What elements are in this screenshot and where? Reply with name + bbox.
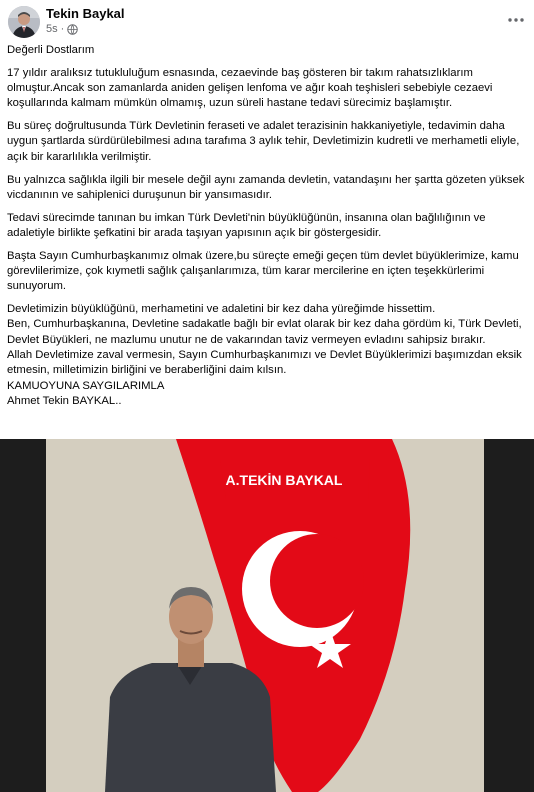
paragraph-greatness: Tedavi sürecimde tanınan bu imkan Türk Devleti'nin büyüklüğünün, insanına olan bağlılığının ve adaletiyle birlikte şefkatini bir arada taşıyan yapısının açık bir göstergesidir. <box>7 211 489 239</box>
post-photo[interactable] <box>0 439 534 792</box>
paragraph-deferral: Bu süreç doğrultusunda Türk Devletinin feraseti ve adalet terazisinin hakkaniyetiyle, tedavimin daha uygun şartlarda sürdürülebilmesi adına tarafıma 3 aylık tehir, Devletimizin kudretli ve merhametli eliyle, açık bir kararlılıkla verilmiştir. <box>7 120 523 163</box>
meta-separator: · <box>60 23 65 35</box>
author-name[interactable]: Tekin Baykal <box>46 6 125 21</box>
post-header <box>0 0 534 40</box>
closing-line: Devletimizin büyüklüğünü, merhametini ve adaletini bir kez daha yüreğimde hissettim. <box>7 303 436 316</box>
post-meta <box>46 23 78 35</box>
closing-line: Allah Devletimize zaval vermesin, Sayın Cumhurbaşkanımızı ve Devlet Büyüklerimizi başımızdan eksik etmesin, milletimizin birliğini ve beraberliğini daim kılsın. <box>7 349 525 377</box>
paragraph-illness: 17 yıldır aralıksız tutukluluğum esnasında, cezaevinde baş gösteren bir takım rahatsızlıklarım olmuştur.Ancak son zamanlarda aniden gelişen lenfoma ve ağır koah teşhisleri sebebiyle cezaevi koşullarında kalmam mümkün olmamış, uzun süreli hastane tedavi sürecimiz başlamıştır. <box>7 66 496 110</box>
avatar-image <box>8 6 40 38</box>
paragraph-greeting: Değerli Dostlarım <box>7 44 95 56</box>
paragraph-thanks: Başta Sayın Cumhurbaşkanımız olmak üzere,bu süreçte emeği geçen tüm devlet büyüklerimize, kamu görevlilerimize, çok kıymetli sağlık çalışanlarımıza, tüm karar mercilerine en içten teşekkürlerimi sunuyorum. <box>7 249 522 293</box>
signature-line: Ahmet Tekin BAYKAL.. <box>7 394 122 407</box>
avatar[interactable] <box>8 6 40 38</box>
flag-banner-text: A.TEKİN BAYKAL <box>225 472 343 488</box>
closing-line: Ben, Cumhurbaşkanına, Devletine sadakatle bağlı bir evlat olarak bir kez daha gördüm ki, Türk Devleti, Devlet Büyükleri, ne mazlumu unutur ne de vakarından taviz vermeyen evladını sahipsiz bırakır. <box>7 318 525 346</box>
globe-icon[interactable] <box>67 24 78 35</box>
photo-image <box>0 439 534 792</box>
post-time[interactable]: 5s <box>46 23 58 35</box>
closing-line: KAMUOYUNA SAYGILARIMLA <box>7 379 165 392</box>
post-message <box>7 43 529 409</box>
paragraph-conscience: Bu yalnızca sağlıkla ilgili bir mesele değil aynı zamanda devletin, vatandaşını her şartta gözeten yüksek vicdanının ve sahiplenici duruşunun bir yansımasıdır. <box>7 173 528 201</box>
more-horizontal-icon[interactable] <box>504 8 528 32</box>
